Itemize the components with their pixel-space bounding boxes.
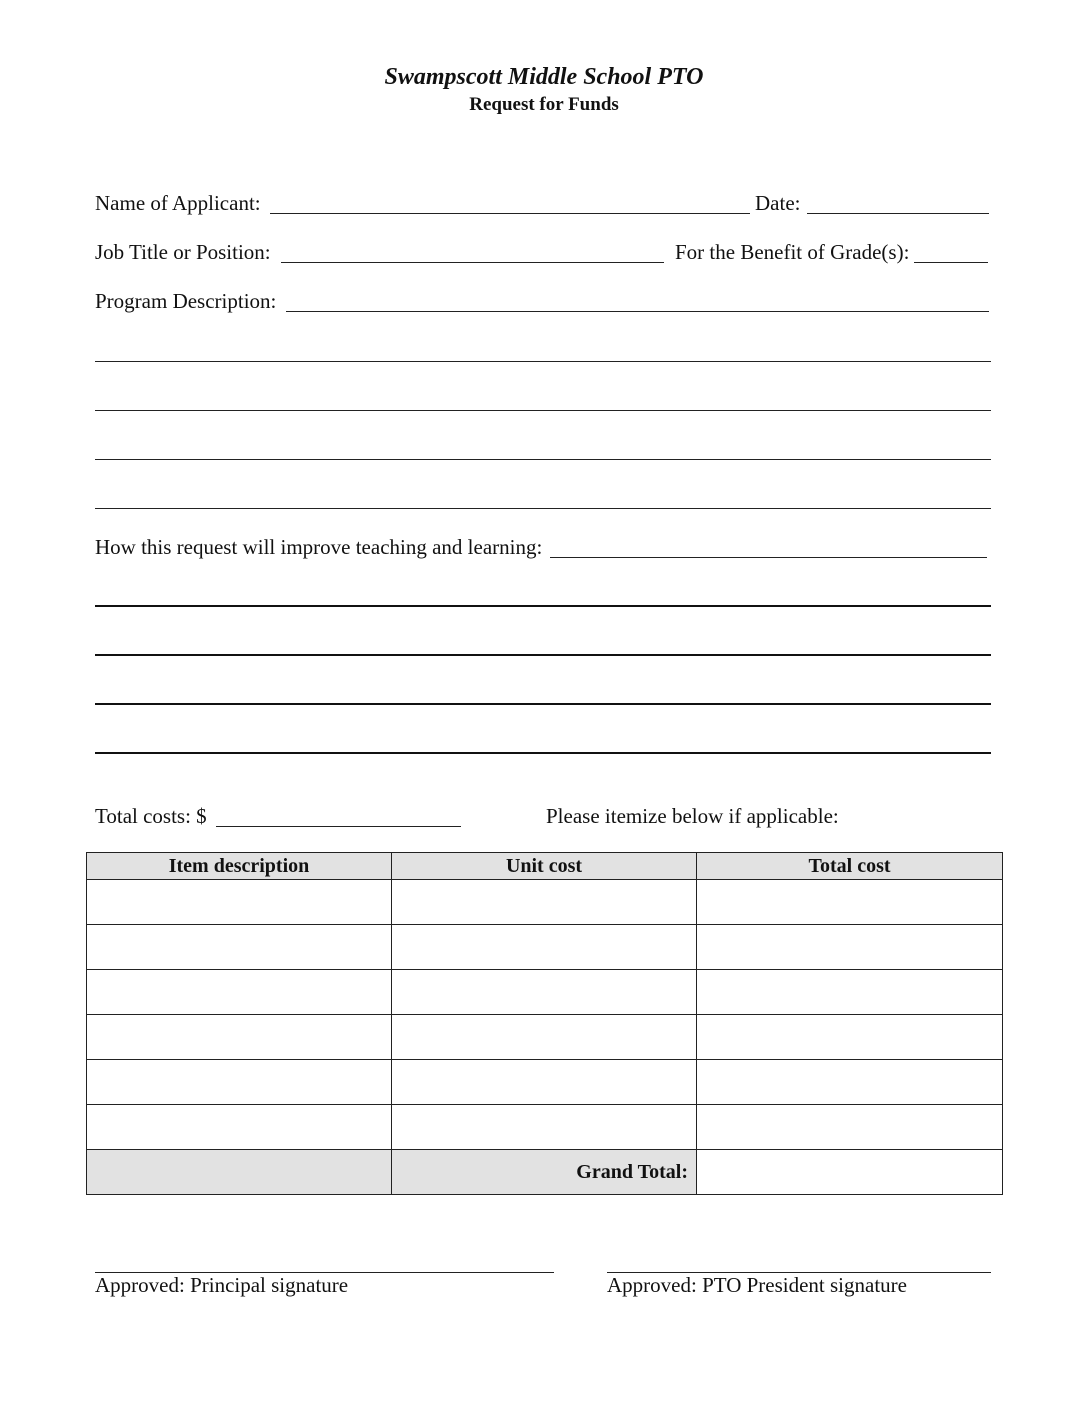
- program-line[interactable]: [95, 361, 991, 362]
- grand-total-row: [87, 1150, 1003, 1195]
- column-header: Unit cost: [392, 853, 697, 880]
- improve-line[interactable]: [95, 654, 991, 656]
- program-line[interactable]: [95, 410, 991, 411]
- item-description-cell[interactable]: [87, 925, 392, 970]
- total-cost-cell[interactable]: [697, 1105, 1003, 1150]
- table-header-row: [87, 853, 1003, 880]
- total-cost-cell[interactable]: [697, 1015, 1003, 1060]
- item-description-cell[interactable]: [87, 1060, 392, 1105]
- unit-cost-cell[interactable]: [392, 880, 697, 925]
- grand-total-blank: [87, 1150, 392, 1195]
- grade-label: For the Benefit of Grade(s):: [675, 240, 910, 264]
- date-field[interactable]: [807, 213, 989, 214]
- president-signature-label: Approved: PTO President signature: [607, 1273, 907, 1297]
- table-row: [87, 880, 1003, 925]
- unit-cost-cell[interactable]: [392, 1060, 697, 1105]
- itemize-table: [86, 852, 1003, 1195]
- item-description-cell[interactable]: [87, 880, 392, 925]
- unit-cost-cell[interactable]: [392, 970, 697, 1015]
- total-cost-cell[interactable]: [697, 970, 1003, 1015]
- grade-field[interactable]: [914, 262, 988, 263]
- total-cost-cell[interactable]: [697, 1060, 1003, 1105]
- unit-cost-cell[interactable]: [392, 1015, 697, 1060]
- table-row: [87, 1015, 1003, 1060]
- table-row: [87, 1105, 1003, 1150]
- item-description-cell[interactable]: [87, 1015, 392, 1060]
- program-label: Program Description:: [95, 289, 277, 313]
- table-row: [87, 925, 1003, 970]
- program-line[interactable]: [95, 508, 991, 509]
- grand-total-cell[interactable]: [697, 1150, 1003, 1195]
- total-cost-cell[interactable]: [697, 880, 1003, 925]
- itemize-label: Please itemize below if applicable:: [546, 804, 839, 828]
- improve-field[interactable]: [550, 557, 987, 558]
- total-costs-label: Total costs: $: [95, 804, 207, 828]
- program-line[interactable]: [95, 459, 991, 460]
- column-header: Total cost: [697, 853, 1003, 880]
- improve-line[interactable]: [95, 605, 991, 607]
- program-field[interactable]: [286, 311, 989, 312]
- document-subtitle: Request for Funds: [469, 94, 619, 115]
- improve-line[interactable]: [95, 752, 991, 754]
- name-field[interactable]: [270, 213, 750, 214]
- job-field[interactable]: [281, 262, 664, 263]
- unit-cost-cell[interactable]: [392, 1105, 697, 1150]
- grand-total-label: Grand Total:: [392, 1150, 697, 1195]
- unit-cost-cell[interactable]: [392, 925, 697, 970]
- item-description-cell[interactable]: [87, 1105, 392, 1150]
- column-header: Item description: [87, 853, 392, 880]
- improve-label: How this request will improve teaching and learning:: [95, 535, 543, 559]
- job-label: Job Title or Position:: [95, 240, 271, 264]
- table-row: [87, 970, 1003, 1015]
- item-description-cell[interactable]: [87, 970, 392, 1015]
- table-row: [87, 1060, 1003, 1105]
- date-label: Date:: [755, 191, 801, 215]
- document-title: Swampscott Middle School PTO: [384, 64, 704, 90]
- principal-signature-label: Approved: Principal signature: [95, 1273, 349, 1297]
- improve-line[interactable]: [95, 703, 991, 705]
- name-label: Name of Applicant:: [95, 191, 261, 215]
- total-cost-cell[interactable]: [697, 925, 1003, 970]
- total-costs-field[interactable]: [216, 826, 461, 827]
